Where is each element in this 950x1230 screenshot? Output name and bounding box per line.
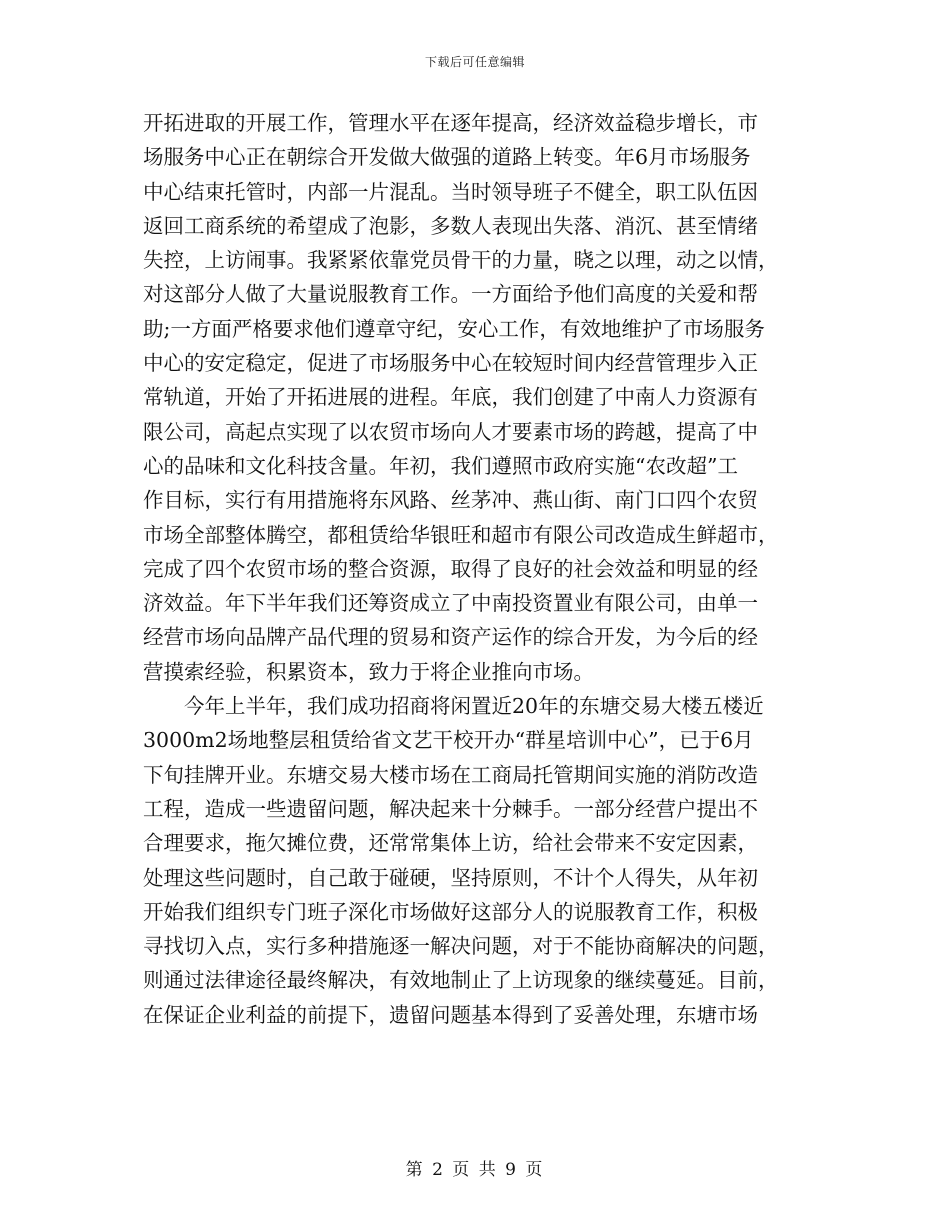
text-line: 场服务中心正在朝综合开发做大做强的道路上转变。年6月市场服务 <box>143 145 751 170</box>
text-line: 开始我们组织专门班子深化市场做好这部分人的说服教育工作，积极 <box>143 899 758 924</box>
paragraph <box>143 689 811 1032</box>
text-line: 开拓进取的开展工作，管理水平在逐年提高，经济效益稳步增长，市 <box>143 111 758 135</box>
text-line: 市场全部整体腾空，都租赁给华银旺和超市有限公司改造成生鲜超市， <box>143 522 779 547</box>
text-line: 对这部分人做了大量说服教育工作。一方面给予他们高度的关爱和帮 <box>143 282 758 307</box>
text-line: 常轨道，开始了开拓进展的进程。年底，我们创建了中南人力资源有 <box>143 385 758 410</box>
text-line: 今年上半年，我们成功招商将闲置近20年的东塘交易大楼五楼近 <box>184 694 764 719</box>
text-line: 营摸索经验，积累资本，致力于将企业推向市场。 <box>143 659 594 684</box>
text-line: 返回工商系统的希望成了泡影，多数人表现出失落、消沉、甚至情绪 <box>143 213 758 238</box>
text-line: 寻找切入点，实行多种措施逐一解决问题，对于不能协商解决的问题， <box>143 934 779 959</box>
text-line: 在保证企业利益的前提下，遗留问题基本得到了妥善处理，东塘市场 <box>143 1002 758 1027</box>
paragraph <box>143 106 811 689</box>
page-footer: 第 2 页 共 9 页 <box>405 1160 545 1180</box>
text-line: 经营市场向品牌产品代理的贸易和资产运作的综合开发，为今后的经 <box>143 625 758 650</box>
page-header: 下载后可任意编辑 <box>424 55 525 69</box>
text-line: 作目标，实行有用措施将东风路、丝茅冲、燕山街、南门口四个农贸 <box>143 488 758 513</box>
text-line: 心的品味和文化科技含量。年初，我们遵照市政府实施“农改超”工 <box>143 453 738 478</box>
text-line: 济效益。年下半年我们还筹资成立了中南投资置业有限公司，由单一 <box>143 591 758 616</box>
text-line: 中心结束托管时，内部一片混乱。当时领导班子不健全，职工队伍因 <box>143 179 758 204</box>
text-line: 完成了四个农贸市场的整合资源，取得了良好的社会效益和明显的经 <box>143 556 758 581</box>
text-line: 限公司，高起点实现了以农贸市场向人才要素市场的跨越，提高了中 <box>143 419 758 444</box>
body-text <box>143 106 811 1032</box>
text-line: 则通过法律途径最终解决，有效地制止了上访现象的继续蔓延。目前， <box>143 968 779 993</box>
text-line: 工程，造成一些遗留问题，解决起来十分棘手。一部分经营户提出不 <box>143 796 758 821</box>
text-line: 中心的安定稳定，促进了市场服务中心在较短时间内经营管理步入正 <box>143 351 758 376</box>
text-line: 合理要求，拖欠摊位费，还常常集体上访，给社会带来不安定因素， <box>143 831 758 856</box>
text-line: 失控，上访闹事。我紧紧依靠党员骨干的力量，晓之以理，动之以情， <box>143 248 779 273</box>
text-line: 处理这些问题时，自己敢于碰硬，坚持原则，不计个人得失，从年初 <box>143 865 758 890</box>
text-line: 3000m2场地整层租赁给省文艺干校开办“群星培训中心”，已于6月 <box>143 728 754 753</box>
text-line: 助;一方面严格要求他们遵章守纪，安心工作，有效地维护了市场服务 <box>143 316 765 341</box>
text-line: 下旬挂牌开业。东塘交易大楼市场在工商局托管期间实施的消防改造 <box>143 762 758 787</box>
